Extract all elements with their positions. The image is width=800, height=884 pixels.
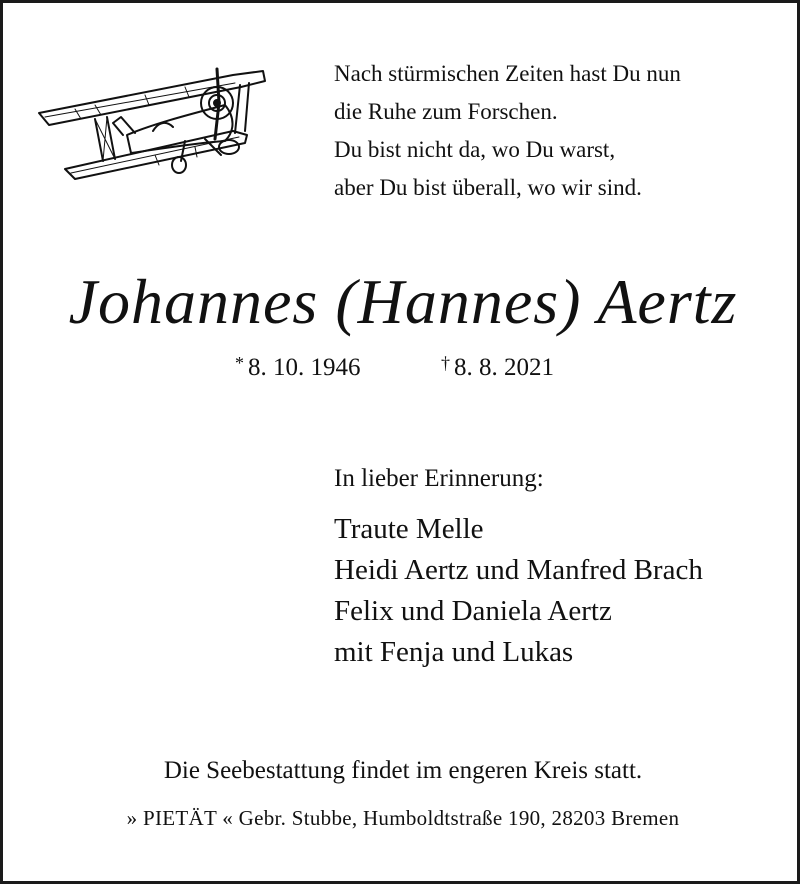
death-date-line [441, 353, 554, 382]
mourner-entry: Felix und Daniela Aertz [334, 595, 612, 627]
mourner-entry: Heidi Aertz und Manfred Brach [334, 554, 703, 586]
poem-line: aber Du bist überall, wo wir sind. [334, 175, 642, 200]
mourner-entry: Traute Melle [334, 513, 484, 545]
poem-line: Nach stürmischen Zeiten hast Du nun [334, 61, 681, 86]
death-symbol: † [441, 353, 450, 373]
poem-line: die Ruhe zum Forschen. [334, 99, 558, 124]
undertaker-address: » PIETÄT « Gebr. Stubbe, Humboldtstraße 190, 28203 Bremen [126, 806, 680, 830]
birth-symbol: * [235, 353, 244, 373]
death-date: 8. 8. 2021 [454, 354, 554, 381]
biplane-icon [35, 61, 275, 191]
deceased-name: Johannes (Hannes) Aertz [68, 266, 738, 337]
poem-line: Du bist nicht da, wo Du warst, [334, 137, 616, 162]
burial-notice: Die Seebestattung findet im engeren Kreis statt. [163, 757, 643, 784]
memory-heading: In lieber Erinnerung: [334, 465, 544, 492]
birth-date-line [235, 353, 361, 382]
mourners-list [334, 509, 703, 673]
poem [334, 55, 784, 207]
mourner-entry: mit Fenja und Lukas [334, 636, 574, 668]
birth-date: 8. 10. 1946 [248, 354, 361, 381]
